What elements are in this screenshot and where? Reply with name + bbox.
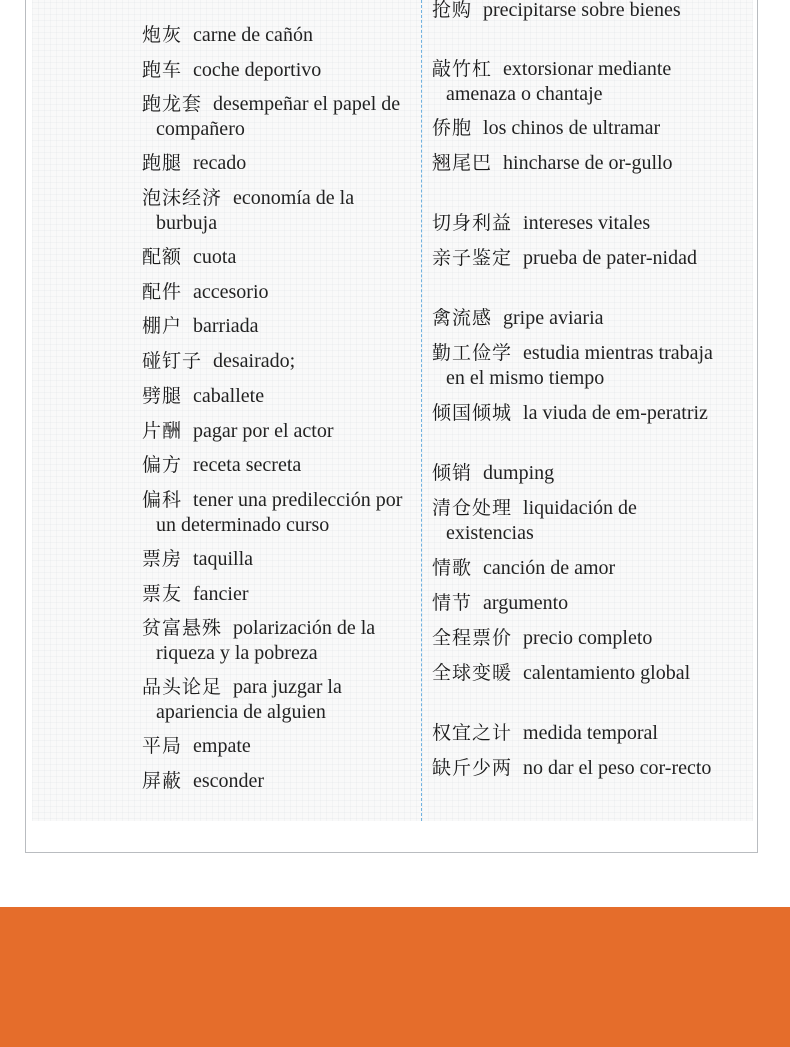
spanish-translation: taquilla — [193, 548, 253, 570]
chinese-term: 敲竹杠 — [432, 58, 493, 80]
chinese-term: 全程票价 — [432, 627, 513, 649]
glossary-entry — [432, 341, 724, 391]
spanish-translation: estudia mientras trabaja en el mismo tiempo — [446, 342, 713, 389]
chinese-term: 倾销 — [432, 462, 473, 484]
chinese-term: 碰钉子 — [142, 350, 203, 372]
glossary-entry — [142, 488, 410, 538]
chinese-term: 全球变暖 — [432, 662, 513, 684]
glossary-entry — [432, 116, 724, 141]
spanish-translation: empate — [193, 735, 251, 757]
chinese-term: 票房 — [142, 548, 183, 570]
chinese-term: 平局 — [142, 735, 183, 757]
chinese-term: 配件 — [142, 281, 183, 303]
orange-footer-band — [0, 907, 790, 1047]
spanish-translation: coche deportivo — [193, 59, 322, 81]
glossary-entry — [432, 461, 724, 486]
glossary-entry — [142, 547, 410, 572]
chinese-term: 亲子鉴定 — [432, 247, 513, 269]
glossary-entry — [432, 306, 724, 331]
chinese-term: 缺斤少两 — [432, 757, 513, 779]
spanish-translation: hincharse de or-gullo — [503, 152, 673, 174]
glossary-entry — [432, 496, 724, 546]
glossary-entry — [142, 419, 410, 444]
glossary-entry — [142, 769, 410, 794]
glossary-entry — [432, 57, 724, 107]
chinese-term: 屏蔽 — [142, 770, 183, 792]
chinese-term: 勤工俭学 — [432, 342, 513, 364]
chinese-term: 跑腿 — [142, 152, 183, 174]
spanish-translation: intereses vitales — [523, 212, 651, 234]
glossary-entry — [432, 0, 724, 23]
spanish-translation: no dar el peso cor-recto — [523, 757, 712, 779]
chinese-term: 偏方 — [142, 454, 183, 476]
glossary-entry — [142, 186, 410, 236]
chinese-term: 侨胞 — [432, 117, 473, 139]
chinese-term: 权宜之计 — [432, 722, 513, 744]
glossary-entry — [432, 661, 724, 686]
spanish-translation: pagar por el actor — [193, 420, 334, 442]
chinese-term: 翘尾巴 — [432, 152, 493, 174]
glossary-entry — [142, 675, 410, 725]
chinese-term: 泡沫经济 — [142, 187, 223, 209]
glossary-entry — [432, 211, 724, 236]
chinese-term: 抢购 — [432, 0, 473, 21]
spanish-translation: accesorio — [193, 281, 269, 303]
chinese-term: 倾国倾城 — [432, 402, 513, 424]
glossary-entry — [142, 58, 410, 83]
spanish-translation: fancier — [193, 583, 249, 605]
spanish-translation: liquidación de existencias — [446, 497, 637, 544]
spanish-translation: prueba de pater-nidad — [523, 247, 697, 269]
glossary-entry — [142, 582, 410, 607]
chinese-term: 清仓处理 — [432, 497, 513, 519]
chinese-term: 品头论足 — [142, 676, 223, 698]
chinese-term: 情节 — [432, 592, 473, 614]
glossary-entry — [432, 401, 724, 426]
glossary-panel — [32, 0, 753, 821]
spanish-translation: recado — [193, 152, 247, 174]
glossary-entry — [142, 92, 410, 142]
chinese-term: 跑车 — [142, 59, 183, 81]
spanish-translation: cuota — [193, 246, 237, 268]
spanish-translation: precio completo — [523, 627, 653, 649]
chinese-term: 棚户 — [142, 315, 183, 337]
glossary-entry — [432, 626, 724, 651]
spanish-translation: medida temporal — [523, 722, 658, 744]
spanish-translation: economía de la burbuja — [156, 187, 355, 234]
chinese-term: 片酬 — [142, 420, 183, 442]
spanish-translation: desairado; — [213, 350, 296, 372]
column-divider — [421, 0, 422, 821]
glossary-entry — [432, 246, 724, 271]
glossary-entry — [142, 384, 410, 409]
spanish-translation: polarización de la riqueza y la pobreza — [156, 617, 376, 664]
spanish-translation: la viuda de em-peratriz — [523, 402, 708, 424]
spanish-translation: precipitarse sobre bienes — [483, 0, 681, 21]
chinese-term: 偏科 — [142, 489, 183, 511]
chinese-term: 票友 — [142, 583, 183, 605]
spanish-translation: carne de cañón — [193, 24, 313, 46]
spanish-translation: dumping — [483, 462, 555, 484]
glossary-entry — [432, 556, 724, 581]
spanish-translation: desempeñar el papel de compañero — [156, 93, 401, 140]
glossary-entry — [142, 616, 410, 666]
spanish-translation: esconder — [193, 770, 265, 792]
glossary-entry — [142, 349, 410, 374]
glossary-entry — [142, 151, 410, 176]
glossary-entry — [432, 756, 724, 781]
glossary-entry — [142, 23, 410, 48]
chinese-term: 配额 — [142, 246, 183, 268]
glossary-entry — [432, 721, 724, 746]
glossary-entry — [142, 245, 410, 270]
spanish-translation: tener una predilección por un determinado curso — [156, 489, 403, 536]
spanish-translation: extorsionar mediante amenaza o chantaje — [446, 58, 672, 105]
chinese-term: 禽流感 — [432, 307, 493, 329]
glossary-entry — [142, 280, 410, 305]
chinese-term: 炮灰 — [142, 24, 183, 46]
spanish-translation: para juzgar la apariencia de alguien — [156, 676, 342, 723]
spanish-translation: gripe aviaria — [503, 307, 604, 329]
glossary-entry — [142, 453, 410, 478]
chinese-term: 贫富悬殊 — [142, 617, 223, 639]
chinese-term: 跑龙套 — [142, 93, 203, 115]
glossary-entry — [142, 314, 410, 339]
chinese-term: 切身利益 — [432, 212, 513, 234]
spanish-translation: calentamiento global — [523, 662, 691, 684]
spanish-translation: barriada — [193, 315, 259, 337]
spanish-translation: argumento — [483, 592, 569, 614]
chinese-term: 劈腿 — [142, 385, 183, 407]
chinese-term: 情歌 — [432, 557, 473, 579]
spanish-translation: los chinos de ultramar — [483, 117, 661, 139]
spanish-translation: receta secreta — [193, 454, 302, 476]
glossary-entry — [432, 151, 724, 176]
spanish-translation: canción de amor — [483, 557, 616, 579]
glossary-card — [25, 0, 758, 853]
glossary-entry — [142, 734, 410, 759]
glossary-entry — [432, 591, 724, 616]
spanish-translation: caballete — [193, 385, 265, 407]
